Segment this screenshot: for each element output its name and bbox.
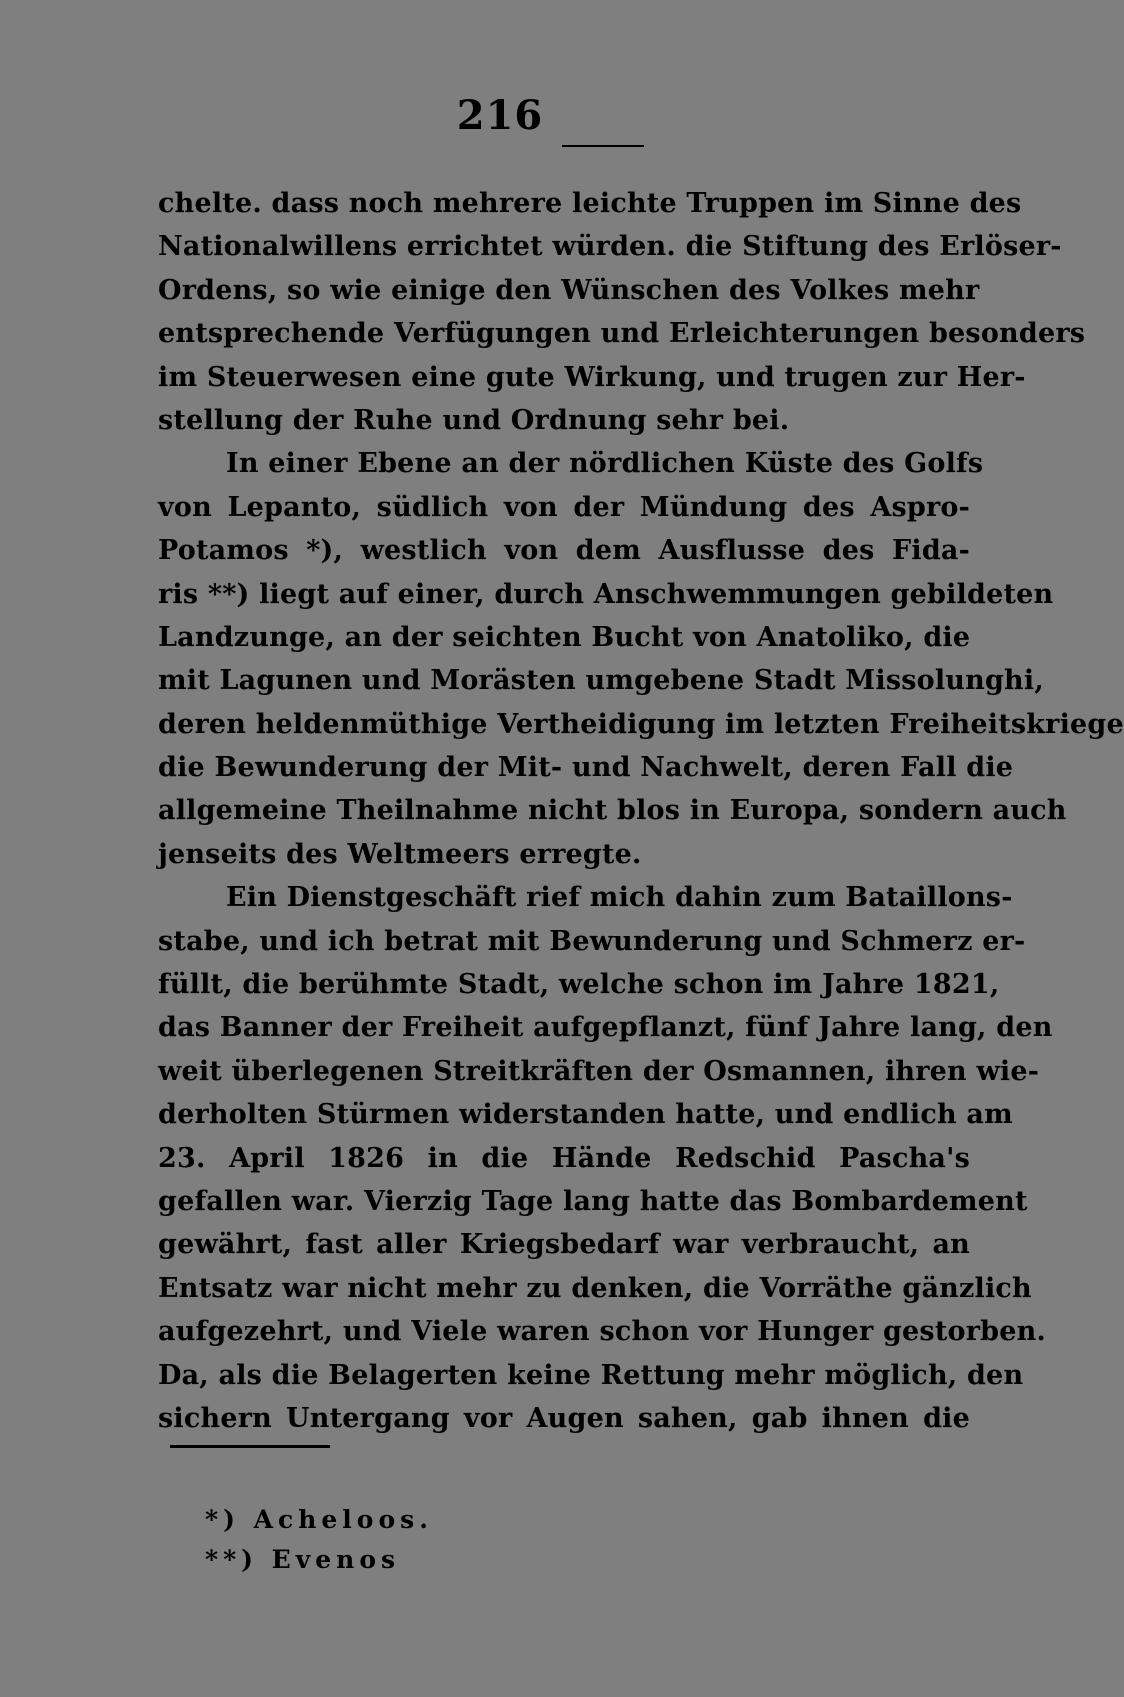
text-line: von Lepanto, südlich von der Mündung des Aspro-	[158, 491, 970, 523]
text-line: Entsatz war nicht mehr zu denken, die Vorräthe gänzlich	[158, 1272, 1032, 1304]
text-line: mit Lagunen und Morästen umgebene Stadt Missolunghi,	[158, 665, 1044, 697]
header-rule	[562, 145, 644, 147]
footnote: *) Acheloos.	[205, 1505, 433, 1534]
text-line: allgemeine Theilnahme nicht blos in Europa, sondern auch	[158, 795, 1067, 827]
text-line: entsprechende Verfügungen und Erleichterungen besonders	[158, 318, 1086, 350]
text-line: derholten Stürmen widerstanden hatte, und endlich am	[158, 1099, 1013, 1131]
text-line: In einer Ebene an der nördlichen Küste des Golfs	[226, 448, 984, 480]
text-line: deren heldenmüthige Vertheidigung im letzten Freiheitskriege	[158, 708, 1124, 740]
text-line: Landzunge, an der seichten Bucht von Anatoliko, die	[158, 621, 971, 653]
text-line: das Banner der Freiheit aufgepflanzt, fünf Jahre lang, den	[158, 1012, 1053, 1044]
text-line: im Steuerwesen eine gute Wirkung, und trugen zur Her-	[158, 361, 1026, 393]
text-line: jenseits des Weltmeers erregte.	[158, 838, 642, 870]
text-line: stabe, und ich betrat mit Bewunderung und Schmerz er-	[158, 925, 1026, 957]
text-line: füllt, die berühmte Stadt, welche schon im Jahre 1821,	[158, 969, 1000, 1001]
text-line: Potamos *), westlich von dem Ausflusse des Fida-	[158, 535, 970, 567]
footnote: **) Evenos	[205, 1545, 401, 1574]
text-line: Nationalwillens errichtet würden. die Stiftung des Erlöser-	[158, 231, 1062, 263]
page-number: 216	[456, 92, 544, 139]
text-line: weit überlegenen Streitkräften der Osmannen, ihren wie-	[158, 1055, 1040, 1087]
text-line: Ein Dienstgeschäft rief mich dahin zum Bataillons-	[226, 882, 1013, 914]
text-line: aufgezehrt, und Viele waren schon vor Hunger gestorben.	[158, 1316, 1047, 1348]
text-line: gewährt, fast aller Kriegsbedarf war verbraucht, an	[158, 1229, 970, 1261]
text-line: stellung der Ruhe und Ordnung sehr bei.	[158, 404, 790, 436]
text-line: 23. April 1826 in die Hände Redschid Pascha's	[158, 1142, 970, 1174]
text-line: Ordens, so wie einige den Wünschen des Volkes mehr	[158, 274, 980, 306]
text-line: sichern Untergang vor Augen sahen, gab ihnen die	[158, 1402, 970, 1434]
body-text	[158, 182, 1124, 1440]
text-line: die Bewunderung der Mit- und Nachwelt, deren Fall die	[158, 752, 1014, 784]
text-line: ris **) liegt auf einer, durch Anschwemmungen gebildeten	[158, 578, 1054, 610]
text-line: Da, als die Belagerten keine Rettung mehr möglich, den	[158, 1359, 1024, 1391]
text-line: gefallen war. Vierzig Tage lang hatte das Bombardement	[158, 1185, 1028, 1217]
text-line: chelte. dass noch mehrere leichte Truppen im Sinne des	[158, 188, 1022, 219]
footnote-rule	[170, 1445, 330, 1448]
footnotes	[205, 1500, 605, 1580]
